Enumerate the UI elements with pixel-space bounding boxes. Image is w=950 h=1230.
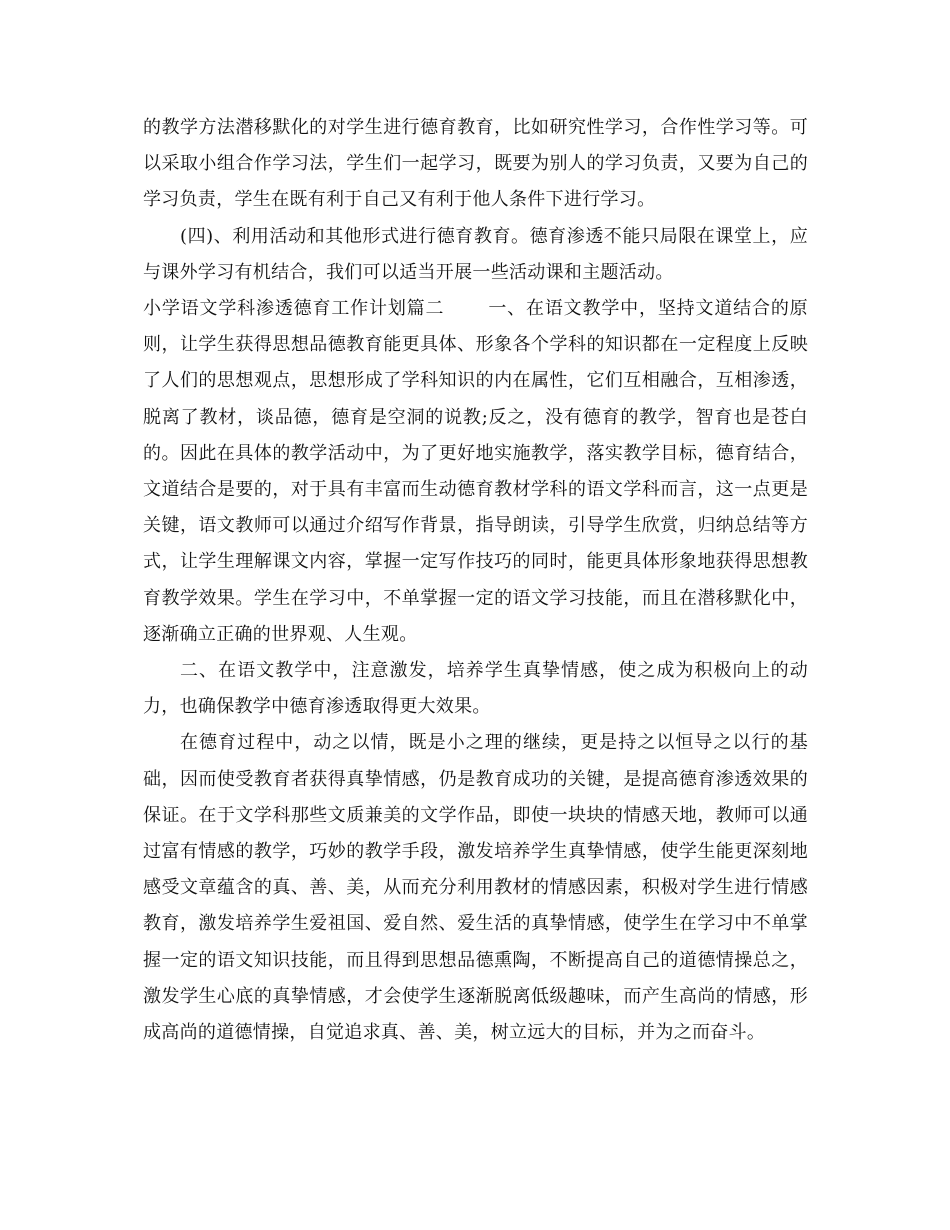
paragraph-2: (四)、利用活动和其他形式进行德育教育。德育渗透不能只局限在课堂上，应与课外学习有机结合，我们可以适当开展一些活动课和主题活动。 [143,225,808,283]
paragraph-3 [143,291,808,653]
section-heading: 小学语文学科渗透德育工作计划篇二 [143,298,445,320]
paragraph-4: 二、在语文教学中，注意激发，培养学生真挚情感，使之成为积极向上的动力，也确保教学中德育渗透取得更大效果。 [143,660,808,718]
document-page [143,110,808,1051]
paragraph-1: 的教学方法潜移默化的对学生进行德育教育，比如研究性学习，合作性学习等。可以采取小组合作学习法，学生们一起学习，既要为别人的学习负责，又要为自己的学习负责，学生在既有利于自己又有利于他人条件下进行学习。 [143,117,808,211]
paragraph-3-body: 一、在语文教学中，坚持文道结合的原则，让学生获得思想品德教育能更具体、形象各个学科的知识都在一定程度上反映了人们的思想观点，思想形成了学科知识的内在属性，它们互相融合，互相渗透，脱离了教材，谈品德，德育是空洞的说教;反之，没有德育的教学，智育也是苍白的。因此在具体的教学活动中，为了更好地实施教学，落实教学目标，德育结合，文道结合是要的，对于具有丰富而生动德育教材学科的语文学科而言，这一点更是关键，语文教师可以通过介绍写作背景，指导朗读，引导学生欣赏，归纳总结等方式，让学生理解课文内容，掌握一定写作技巧的同时，能更具体形象地获得思想教育教学效果。学生在学习中，不单掌握一定的语文学习技能，而且在潜移默化中，逐渐确立正确的世界观、人生观。 [143,298,808,645]
paragraph-5: 在德育过程中，动之以情，既是小之理的继续，更是持之以恒导之以行的基础，因而使受教育者获得真挚情感，仍是教育成功的关键，是提高德育渗透效果的保证。在于文学科那些文质兼美的文学作品，即使一块块的情感天地，教师可以通过富有情感的教学，巧妙的教学手段，激发培养学生真挚情感，使学生能更深刻地感受文章蕴含的真、善、美，从而充分利用教材的情感因素，积极对学生进行情感教育，激发培养学生爱祖国、爱自然、爱生活的真挚情感，使学生在学习中不单掌握一定的语文知识技能，而且得到思想品德熏陶，不断提高自己的道德情操总之，激发学生心底的真挚情感，才会使学生逐渐脱离低级趣味，而产生高尚的情感，形成高尚的道德情操，自觉追求真、善、美，树立远大的目标，并为之而奋斗。 [143,732,808,1044]
